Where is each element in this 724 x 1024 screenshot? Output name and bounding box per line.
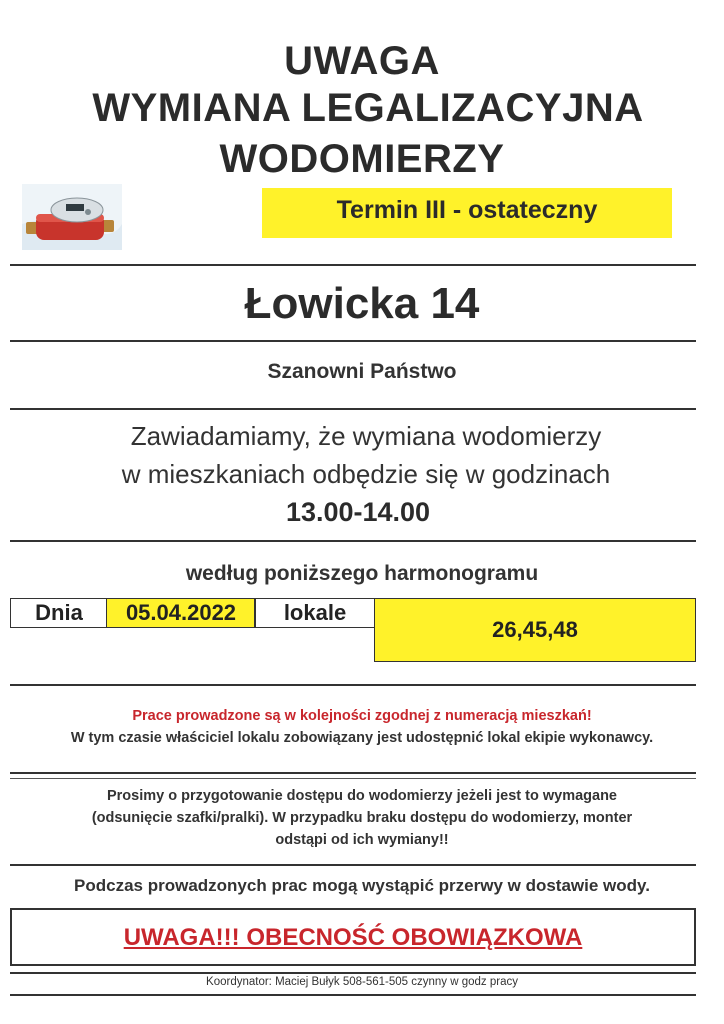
title-wodomierzy: WODOMIERZY [219,137,505,181]
greeting: Szanowni Państwo [267,360,457,383]
divider [10,264,696,266]
request-line-2: (odsunięcie szafki/pralki). W przypadku braku dostępu do wodomierzy, monter [91,810,633,826]
divider [10,972,696,974]
divider [10,778,696,779]
term-label: Termin III - ostateczny [336,196,598,224]
title-uwaga: UWAGA [284,39,440,83]
request-line-1: Prosimy o przygotowanie dostępu do wodomierzy jeżeli jest to wymagane [106,788,617,804]
divider [10,408,696,410]
schedule-date: 05.04.2022 [106,598,256,628]
divider [10,994,696,996]
divider [10,684,696,686]
divider [10,772,696,774]
title-wymiana: WYMIANA LEGALIZACYJNA [92,86,644,130]
info-red-line: Prace prowadzone są w kolejności zgodnej z numeracją mieszkań! [132,708,592,724]
request-line-3: odstąpi od ich wymiany!! [275,832,449,848]
address: Łowicka 14 [244,279,480,328]
schedule-units-label: lokale [254,598,376,628]
schedule-heading: według poniższego harmonogramu [185,562,539,585]
notice-line-1: Zawiadamiamy, że wymiana wodomierzy [130,421,602,451]
water-meter-icon [22,184,122,250]
divider [10,340,696,342]
divider [10,540,696,542]
water-meter-image [22,184,122,250]
coordinator: Koordynator: Maciej Bułyk 508-561-505 czynny w godz pracy [206,976,518,988]
schedule-units: 26,45,48 [374,598,696,662]
warning-text: UWAGA!!! OBECNOŚĆ OBOWIĄZKOWA [123,924,583,951]
divider [10,864,696,866]
info-line-2: W tym czasie właściciel lokalu zobowiązany jest udostępnić lokal ekipie wykonawcy. [70,730,654,746]
schedule-day-label: Dnia [10,598,108,628]
notice-line-2: w mieszkaniach odbędzie się w godzinach [121,459,611,489]
notice-hours: 13.00-14.00 [285,497,431,527]
interruption-note: Podczas prowadzonych prac mogą wystąpić przerwy w dostawie wody. [74,876,650,895]
